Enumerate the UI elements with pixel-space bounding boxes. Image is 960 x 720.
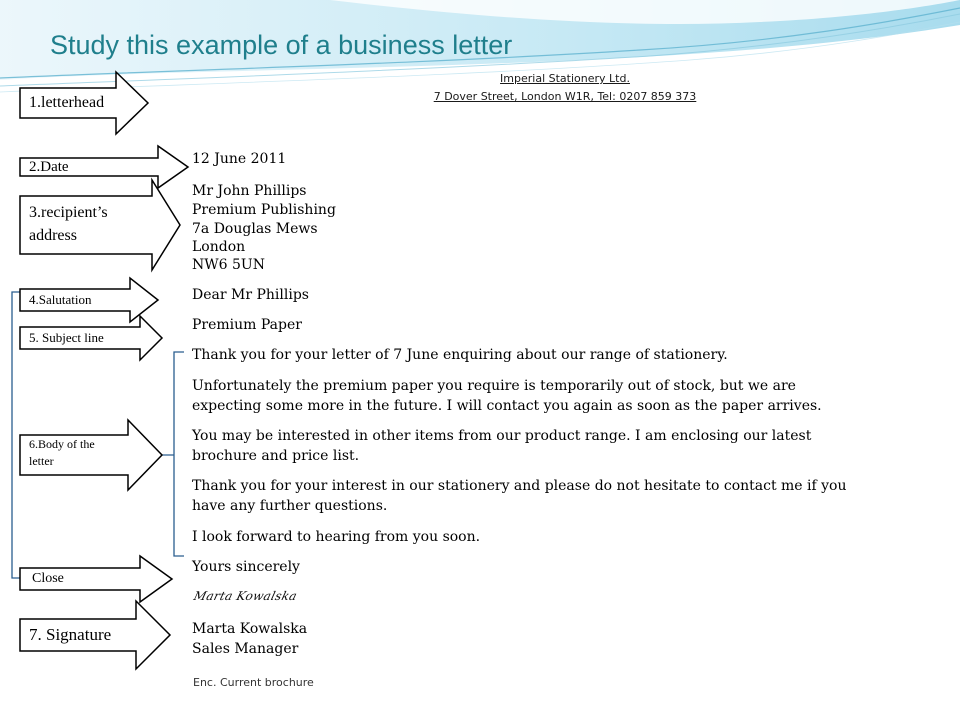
body-paragraph-line: expecting some more in the future. I will contact you again as soon as the paper arrives.	[192, 398, 822, 414]
company-address: 7 Dover Street, London W1R, Tel: 0207 859 373	[433, 90, 697, 103]
annotation-label: 2.Date	[29, 159, 69, 175]
recipient-line: London	[192, 239, 246, 255]
complimentary-close: Yours sincerely	[192, 559, 300, 575]
arrow-signature	[20, 601, 170, 669]
annotation-label: 4.Salutation	[29, 292, 92, 307]
arrow-letterhead	[20, 72, 148, 134]
letterhead	[395, 70, 735, 106]
arrow-close	[20, 556, 172, 602]
annotation-label: Close	[32, 571, 64, 586]
handwritten-signature: Marta Kowalska	[192, 589, 299, 603]
body-paragraph-line: I look forward to hearing from you soon.	[192, 529, 481, 545]
recipient-line: Mr John Phillips	[192, 183, 307, 199]
body-paragraph-line: Unfortunately the premium paper you require is temporarily out of stock, but we are	[192, 378, 796, 394]
enclosure-note: Enc. Current brochure	[193, 676, 314, 689]
body-paragraph-line: Thank you for your interest in our stationery and please do not hesitate to contact me if you	[192, 478, 847, 494]
recipient-line: NW6 5UN	[192, 257, 265, 273]
salutation: Dear Mr Phillips	[192, 287, 309, 303]
arrow-subject-line	[20, 316, 162, 360]
annotation-label: 5. Subject line	[29, 330, 104, 345]
arrow-body-of-letter	[20, 420, 162, 490]
recipient-line: 7a Douglas Mews	[192, 221, 318, 237]
annotation-label: 3.recipient’s	[29, 204, 108, 221]
letter-date: 12 June 2011	[192, 151, 287, 167]
annotation-label: 6.Body of the	[29, 437, 95, 451]
company-name: Imperial Stationery Ltd.	[500, 72, 630, 85]
recipient-line: Premium Publishing	[192, 202, 336, 218]
annotation-label: 7. Signature	[29, 625, 112, 644]
body-paragraph-line: Thank you for your letter of 7 June enquiring about our range of stationery.	[192, 347, 728, 363]
annotation-label: 1.letterhead	[29, 94, 105, 111]
signatory-title: Sales Manager	[192, 641, 299, 657]
subject-line: Premium Paper	[192, 317, 302, 333]
body-paragraph-line: brochure and price list.	[192, 448, 360, 464]
body-paragraph-line: You may be interested in other items from our product range. I am enclosing our latest	[192, 428, 812, 444]
body-bracket	[162, 352, 184, 556]
body-paragraph-line: have any further questions.	[192, 498, 388, 514]
signatory-name: Marta Kowalska	[192, 621, 308, 637]
annotation-label: letter	[29, 454, 54, 468]
annotation-label: address	[29, 227, 77, 244]
slide-title: Study this example of a business letter	[50, 30, 513, 60]
arrow-recipient-address	[20, 180, 180, 270]
